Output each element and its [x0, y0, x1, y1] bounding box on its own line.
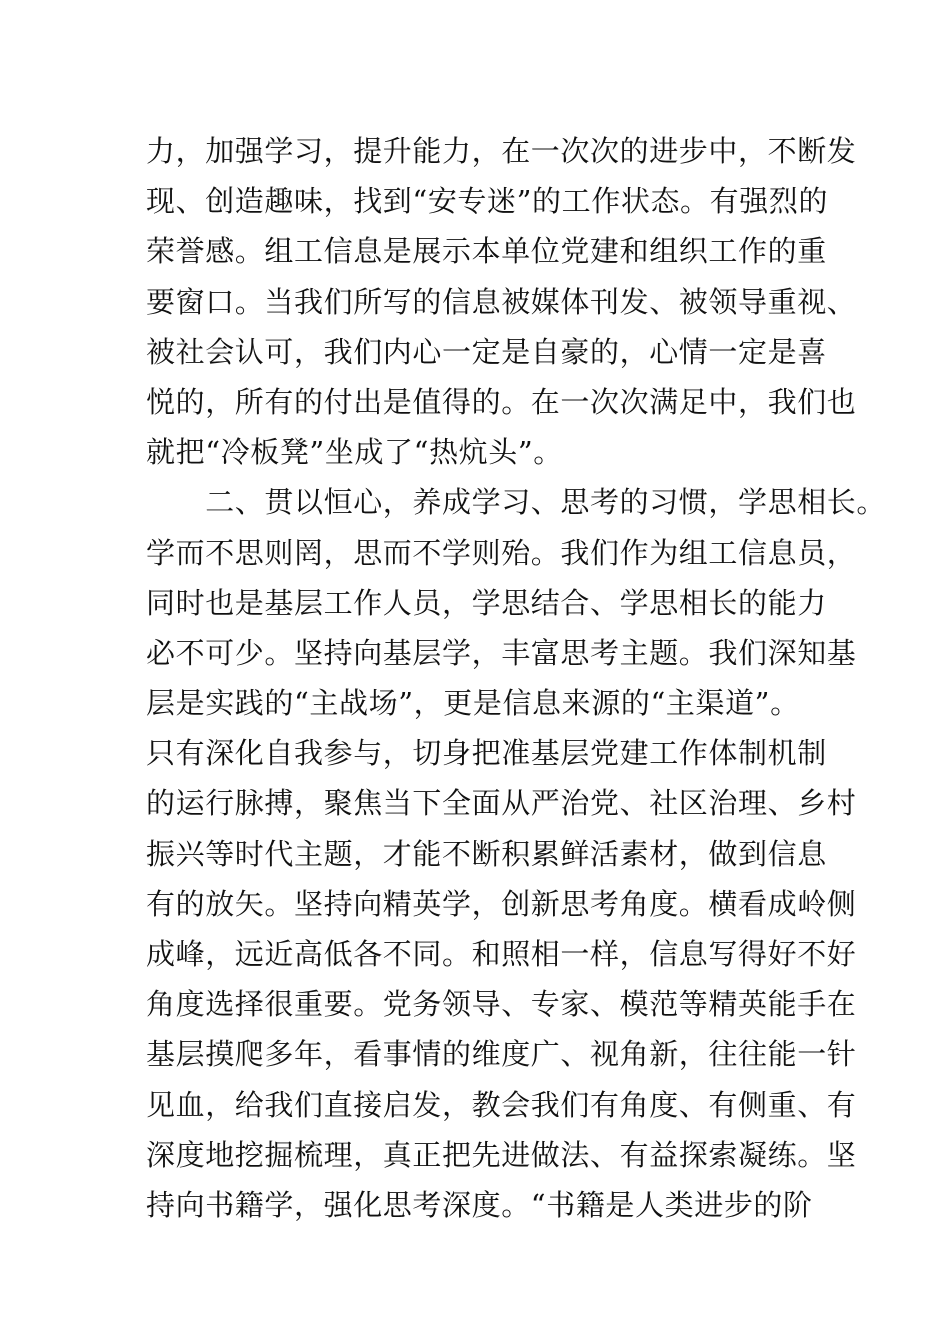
text-line: 基层摸爬多年，看事情的维度广、视角新，往往能一针: [146, 1037, 857, 1072]
text-line: 荣誉感。组工信息是展示本单位党建和组织工作的重: [146, 234, 827, 269]
body-text: [146, 126, 887, 1230]
text-line: 必不可少。坚持向基层学，丰富思考主题。我们深知基: [146, 635, 857, 670]
text-line: 力，加强学习，提升能力，在一次次的进步中，不断发: [146, 134, 857, 168]
text-line: 悦的，所有的付出是值得的。在一次次满足中，我们也: [146, 384, 857, 419]
text-line: 成峰，远近高低各不同。和照相一样，信息写得好不好: [146, 937, 857, 971]
text-line: 就把“冷板凳”坐成了“热炕头”。: [146, 435, 563, 470]
text-line: 同时也是基层工作人员，学思结合、学思相长的能力: [146, 585, 827, 620]
text-line: 的运行脉搏，聚焦当下全面从严治党、社区治理、乡村: [146, 786, 857, 821]
text-line: 学而不思则罔，思而不学则殆。我们作为组工信息员，: [146, 535, 857, 570]
text-line: 深度地挖掘梳理，真正把先进做法、有益探索凝练。坚: [146, 1137, 857, 1172]
text-line: 要窗口。当我们所写的信息被媒体刊发、被领导重视、: [146, 284, 857, 319]
text-line: 振兴等时代主题，才能不断积累鲜活素材，做到信息: [146, 836, 827, 871]
text-line: 持向书籍学，强化思考深度。“书籍是人类进步的阶: [146, 1187, 813, 1222]
text-line: 有的放矢。坚持向精英学，创新思考角度。横看成岭侧: [146, 886, 857, 921]
text-line: 现、创造趣味，找到“安专迷”的工作状态。有强烈的: [146, 184, 829, 219]
text-line: 角度选择很重要。党务领导、专家、模范等精英能手在: [146, 987, 857, 1022]
text-line: 层是实践的“主战场”，更是信息来源的“主渠道”。: [146, 686, 800, 721]
text-line: 见血，给我们直接启发，教会我们有角度、有侧重、有: [146, 1087, 857, 1122]
section-heading-line: 二、贯以恒心，养成学习、思考的习惯，学思相长。: [146, 485, 887, 520]
text-line: 只有深化自我参与，切身把准基层党建工作体制机制: [146, 736, 827, 771]
text-line: 被社会认可，我们内心一定是自豪的，心情一定是喜: [146, 334, 827, 369]
